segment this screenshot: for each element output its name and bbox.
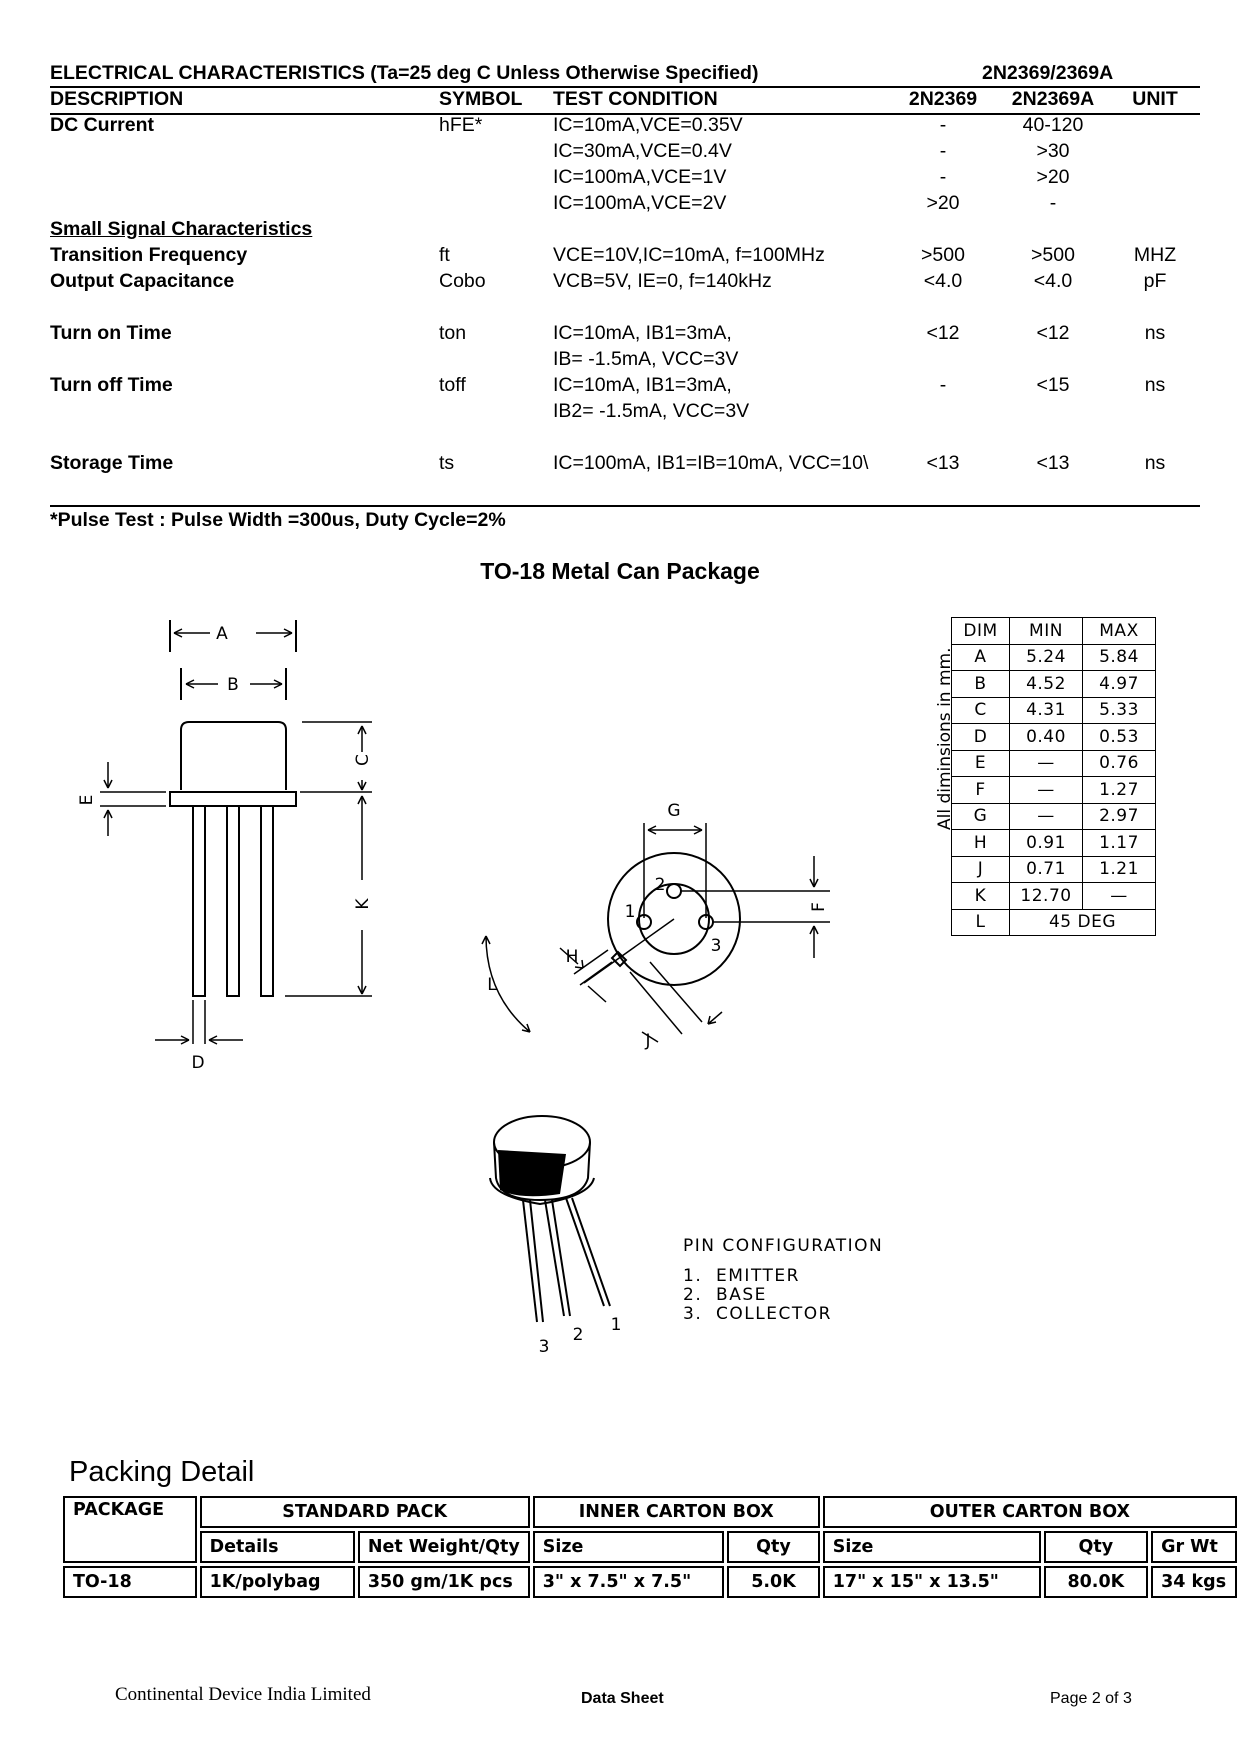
max-cell: 2.97 [1083,803,1156,830]
dimension-table [951,617,1156,936]
row-condition: IC=30mA,VCE=0.4V [553,140,732,162]
row-symbol: ft [439,244,450,266]
min-cell: 12.70 [1010,883,1083,910]
dim-cell: B [952,671,1010,698]
packing-title: Packing Detail [69,1456,255,1488]
label-l: L [487,975,497,995]
row-symbol: Cobo [439,270,486,292]
subheader-inner-size: Size [533,1531,724,1563]
row-unit: ns [1144,452,1166,474]
row-symbol: hFE* [439,114,483,136]
header-standard-pack: STANDARD PACK [200,1496,530,1528]
min-cell: 4.31 [1010,697,1083,724]
row-v2: <4.0 [1033,270,1073,292]
row-condition: IB= -1.5mA, VCC=3V [553,348,739,370]
table-row [952,644,1156,671]
part-number: 2N2369/2369A [982,62,1114,84]
row-v2: <13 [1036,452,1070,474]
table-row [952,883,1156,910]
max-cell: 0.53 [1083,724,1156,751]
footer-doc-type: Data Sheet [581,1690,664,1707]
row-description: Output Capacitance [50,270,235,292]
row-v1: <12 [926,322,960,344]
table-row [952,830,1156,857]
row-description: Transition Frequency [50,244,248,266]
label-b: B [227,675,239,695]
max-header: MAX [1083,618,1156,645]
row-v1: <13 [926,452,960,474]
row-condition: IC=10mA, IB1=3mA, [553,322,732,344]
max-cell: 5.33 [1083,697,1156,724]
cell-details: 1K/polybag [200,1566,355,1598]
packing-table [60,1493,1240,1601]
max-cell: 5.84 [1083,644,1156,671]
max-cell: 1.17 [1083,830,1156,857]
subheader-outer-size: Size [823,1531,1041,1563]
table-row [952,856,1156,883]
table-row [952,750,1156,777]
table-row [952,777,1156,804]
max-cell: — [1083,883,1156,910]
min-cell: — [1010,777,1083,804]
dim-cell: K [952,883,1010,910]
row-unit: pF [1143,270,1167,292]
cell-inner-size: 3" x 7.5" x 7.5" [533,1566,724,1598]
row-v2: <15 [1036,374,1070,396]
label-c: C [353,754,373,766]
footer-company: Continental Device India Limited [115,1684,371,1705]
header-symbol: SYMBOL [439,88,523,110]
row-unit: ns [1144,322,1166,344]
row-condition: IC=10mA, IB1=3mA, [553,374,732,396]
row-v2: <12 [1036,322,1070,344]
max-cell: 0.76 [1083,750,1156,777]
dim-cell: F [952,777,1010,804]
min-cell: 0.91 [1010,830,1083,857]
min-cell: 0.71 [1010,856,1083,883]
row-v1: - [939,374,947,396]
label-g: G [667,801,681,821]
row-description: Turn off Time [50,374,173,396]
can-illustration [490,1116,610,1322]
pin-config-title: PIN CONFIGURATION [683,1236,884,1256]
header-2n2369a: 2N2369A [1011,88,1095,110]
dim-cell: J [952,856,1010,883]
label-j: J [645,1031,651,1051]
row-v2: >20 [1036,166,1070,188]
row-v1: >20 [926,192,960,214]
label-f: F [809,902,829,912]
subheader-outer-qty: Qty [1044,1531,1149,1563]
header-2n2369: 2N2369 [908,88,978,110]
cell-outer-qty: 80.0K [1044,1566,1149,1598]
row-v1: - [939,114,947,136]
label-a: A [216,624,228,644]
dim-header: DIM [952,618,1010,645]
row-v1: - [939,166,947,188]
label-pin-1: 1 [624,902,636,922]
label-d: D [191,1053,205,1073]
row-v1: >500 [921,244,965,266]
row-condition: VCE=10V,IC=10mA, f=100MHz [553,244,825,266]
row-condition: IC=100mA, IB1=IB=10mA, VCC=10\ [553,452,869,474]
subheader-gross-weight: Gr Wt [1151,1531,1237,1563]
row-symbol: ts [439,452,455,474]
row-v1: - [939,140,947,162]
row-condition: IC=10mA,VCE=0.35V [553,114,743,136]
dim-cell: G [952,803,1010,830]
row-description: Storage Time [50,452,174,474]
header-package: PACKAGE [63,1496,197,1563]
pin-config-item: 3. COLLECTOR [683,1304,832,1324]
table-row [952,697,1156,724]
label-pin-2: 2 [654,875,666,895]
max-cell: 4.97 [1083,671,1156,698]
table-row [952,803,1156,830]
max-cell: 1.21 [1083,856,1156,883]
dim-cell: D [952,724,1010,751]
dim-cell: A [952,644,1010,671]
pulse-note: *Pulse Test : Pulse Width =300us, Duty Cycle=2% [50,509,506,531]
dim-cell: L [952,909,1010,936]
can-band [498,1150,566,1196]
min-cell: 5.24 [1010,644,1083,671]
subheader-net-weight: Net Weight/Qty [358,1531,530,1563]
dimension-header-row [952,618,1156,645]
row-v1: <4.0 [923,270,963,292]
row-symbol: ton [439,322,467,344]
dimension-unit-note: All diminsions in mm. [935,647,955,830]
subheader-details: Details [200,1531,355,1563]
ec-title: ELECTRICAL CHARACTERISTICS (Ta=25 deg C Unless Otherwise Specified) [50,62,759,84]
angle-cell: 45 DEG [1010,909,1156,936]
row-unit: ns [1144,374,1166,396]
cell-outer-size: 17" x 15" x 13.5" [823,1566,1041,1598]
dim-cell: H [952,830,1010,857]
can-pin-3-label: 3 [538,1337,550,1357]
label-e: E [77,794,97,806]
header-condition: TEST CONDITION [553,88,718,110]
cell-net-weight: 350 gm/1K pcs [358,1566,530,1598]
subheader-inner-qty: Qty [727,1531,820,1563]
row-v2: 40-120 [1022,114,1084,136]
cell-package: TO-18 [63,1566,197,1598]
table-row [952,671,1156,698]
table-row [952,909,1156,936]
row-condition: IC=100mA,VCE=2V [553,192,727,214]
row-v2: - [1049,192,1057,214]
min-cell: — [1010,750,1083,777]
footer-page-number: Page 2 of 3 [1050,1690,1132,1707]
header-inner-carton: INNER CARTON BOX [533,1496,820,1528]
row-condition: VCB=5V, IE=0, f=140kHz [553,270,772,292]
label-pin-3: 3 [710,936,722,956]
can-pin-2-label: 2 [572,1325,584,1345]
min-cell: 0.40 [1010,724,1083,751]
cell-gross-weight: 34 kgs [1151,1566,1237,1598]
table-row [952,724,1156,751]
can-pin-1-label: 1 [610,1315,622,1335]
packing-subheader-row [63,1531,1237,1563]
row-unit: MHZ [1133,244,1177,266]
max-cell: 1.27 [1083,777,1156,804]
label-h: H [565,947,579,967]
pin-config-item: 2. BASE [683,1285,767,1305]
package-title: TO-18 Metal Can Package [480,558,760,584]
row-description: DC Current [50,114,155,136]
row-condition: IC=100mA,VCE=1V [553,166,727,188]
min-cell: — [1010,803,1083,830]
table-row [63,1566,1237,1598]
dim-cell: E [952,750,1010,777]
header-description: DESCRIPTION [50,88,184,110]
header-outer-carton: OUTER CARTON BOX [823,1496,1237,1528]
header-unit: UNIT [1132,88,1178,110]
packing-header-row [63,1496,1237,1528]
cell-inner-qty: 5.0K [727,1566,820,1598]
row-condition: IB2= -1.5mA, VCC=3V [553,400,750,422]
row-v2: >500 [1031,244,1075,266]
min-header: MIN [1010,618,1083,645]
section-heading: Small Signal Characteristics [50,218,313,240]
dim-cell: C [952,697,1010,724]
row-v2: >30 [1036,140,1070,162]
row-symbol: toff [439,374,466,396]
label-k: K [353,898,373,910]
row-description: Turn on Time [50,322,172,344]
pin-config-item: 1. EMITTER [683,1266,800,1286]
min-cell: 4.52 [1010,671,1083,698]
